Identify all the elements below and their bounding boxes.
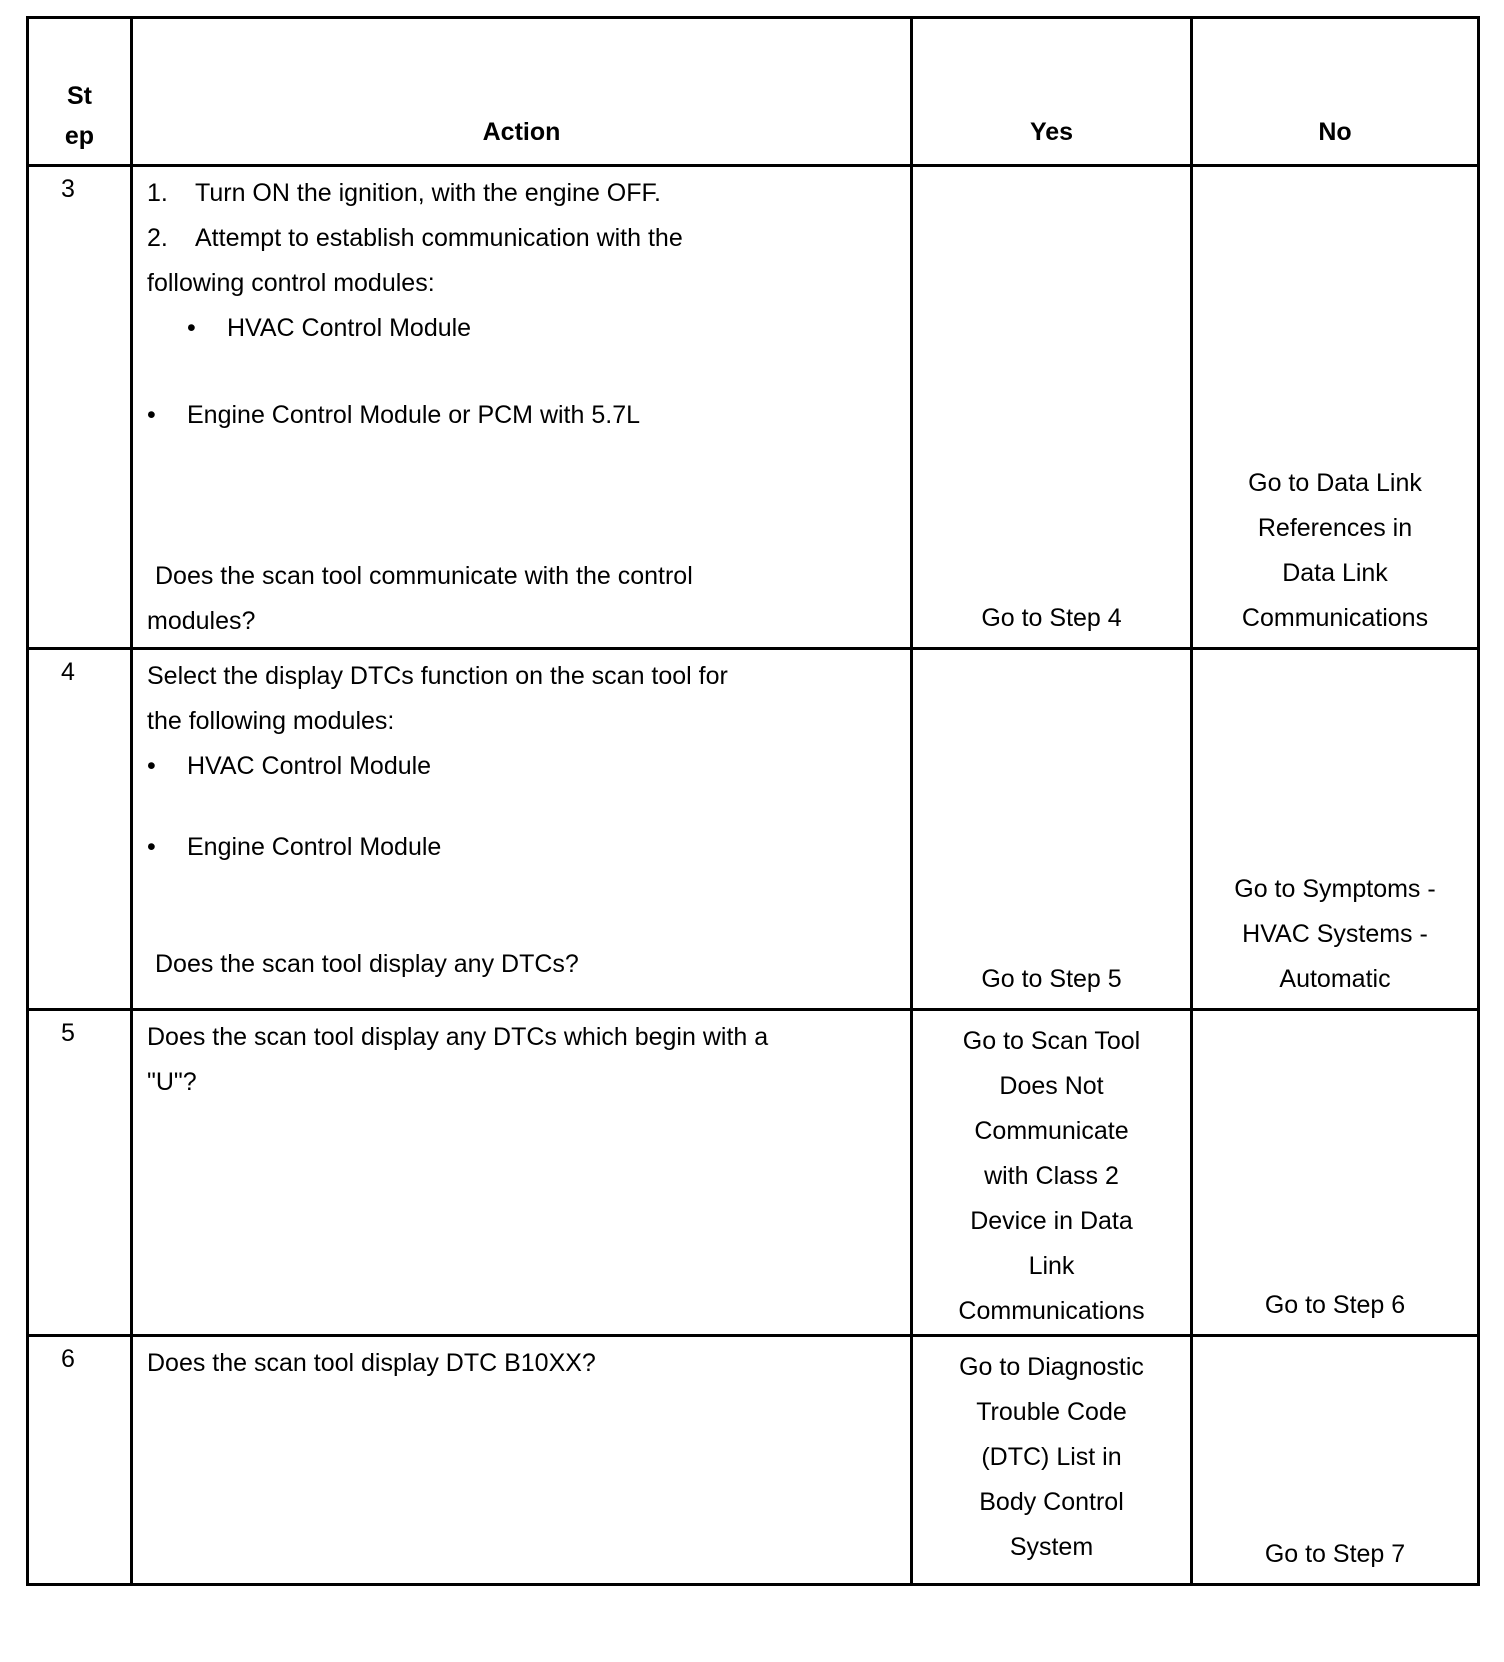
header-step: St ep: [28, 18, 132, 166]
step-number-cell: [28, 649, 132, 1010]
no-link[interactable]: Go to Step 6: [1264, 1291, 1406, 1319]
yes-link[interactable]: Go to Diagnostic: [959, 1353, 1144, 1381]
bullet-item: • HVAC Control Module: [187, 314, 472, 342]
action-text: Does the scan tool display DTC B10XX?: [147, 1349, 596, 1377]
yes-link[interactable]: Device in Data: [970, 1207, 1133, 1235]
yes-cell: [912, 166, 1192, 649]
action-cell: [132, 166, 912, 649]
no-cell: [1192, 166, 1479, 649]
action-question: Does the scan tool display any DTCs?: [155, 950, 579, 978]
no-link[interactable]: Go to Symptoms -: [1234, 875, 1436, 903]
yes-link[interactable]: Go to Step 5: [981, 965, 1122, 993]
action-cell: [132, 649, 912, 1010]
no-cell: [1192, 649, 1479, 1010]
no-link[interactable]: Go to Data Link: [1248, 469, 1422, 497]
table-row-step-3: [28, 166, 1479, 649]
step-number: 4: [61, 658, 75, 686]
yes-link[interactable]: System: [1009, 1533, 1094, 1561]
yes-link[interactable]: Does Not: [999, 1072, 1104, 1100]
no-link[interactable]: Go to Step 7: [1264, 1540, 1406, 1568]
yes-link[interactable]: Communications: [958, 1297, 1145, 1325]
yes-cell: [912, 1010, 1192, 1336]
yes-link[interactable]: (DTC) List in: [981, 1443, 1122, 1471]
action-text: Does the scan tool display any DTCs which begin with a: [147, 1023, 769, 1051]
action-question: modules?: [147, 607, 256, 635]
yes-cell: [912, 1336, 1192, 1585]
step-number-cell: [28, 1010, 132, 1336]
bullet-item: • Engine Control Module: [147, 833, 442, 861]
bullet-item: • HVAC Control Module: [147, 752, 432, 780]
action-text: Select the display DTCs function on the scan tool for: [147, 662, 728, 690]
table-row-step-4: [28, 649, 1479, 1010]
bullet-item: • Engine Control Module or PCM with 5.7L: [147, 401, 641, 429]
step-number-cell: [28, 1336, 132, 1585]
yes-link[interactable]: Trouble Code: [976, 1398, 1127, 1426]
no-link[interactable]: Automatic: [1279, 965, 1391, 993]
step-number: 5: [61, 1019, 75, 1047]
yes-link[interactable]: Body Control: [979, 1488, 1124, 1516]
action-item: 1. Turn ON the ignition, with the engine OFF.: [147, 179, 661, 207]
step-number: 3: [61, 175, 75, 203]
action-item: 2. Attempt to establish communication with the: [147, 224, 683, 252]
header-action: Action: [132, 18, 912, 166]
yes-link[interactable]: Link: [1028, 1252, 1075, 1280]
table-row-step-6: [28, 1336, 1479, 1585]
action-text: following control modules:: [147, 269, 435, 297]
action-text: "U"?: [147, 1068, 197, 1096]
no-link[interactable]: Communications: [1241, 604, 1429, 632]
no-cell: [1192, 1336, 1479, 1585]
header-no: No: [1192, 18, 1479, 166]
no-cell: [1192, 1010, 1479, 1336]
yes-link[interactable]: with Class 2: [984, 1162, 1119, 1190]
table-row-step-5: [28, 1010, 1479, 1336]
no-link[interactable]: HVAC Systems -: [1242, 920, 1428, 948]
no-link[interactable]: References in: [1257, 514, 1413, 542]
step-number: 6: [61, 1345, 75, 1373]
diagnostic-steps-table: [26, 16, 1480, 1586]
action-question: Does the scan tool communicate with the control: [155, 562, 693, 590]
step-number-cell: [28, 166, 132, 649]
action-cell: [132, 1336, 912, 1585]
table-header-row: [28, 18, 1479, 166]
action-cell: [132, 1010, 912, 1336]
yes-link[interactable]: Go to Step 4: [981, 604, 1122, 632]
yes-cell: [912, 649, 1192, 1010]
action-text: the following modules:: [147, 707, 395, 735]
yes-link[interactable]: Communicate: [974, 1117, 1129, 1145]
yes-link[interactable]: Go to Scan Tool: [962, 1027, 1141, 1055]
header-yes: Yes: [912, 18, 1192, 166]
no-link[interactable]: Data Link: [1282, 559, 1388, 587]
